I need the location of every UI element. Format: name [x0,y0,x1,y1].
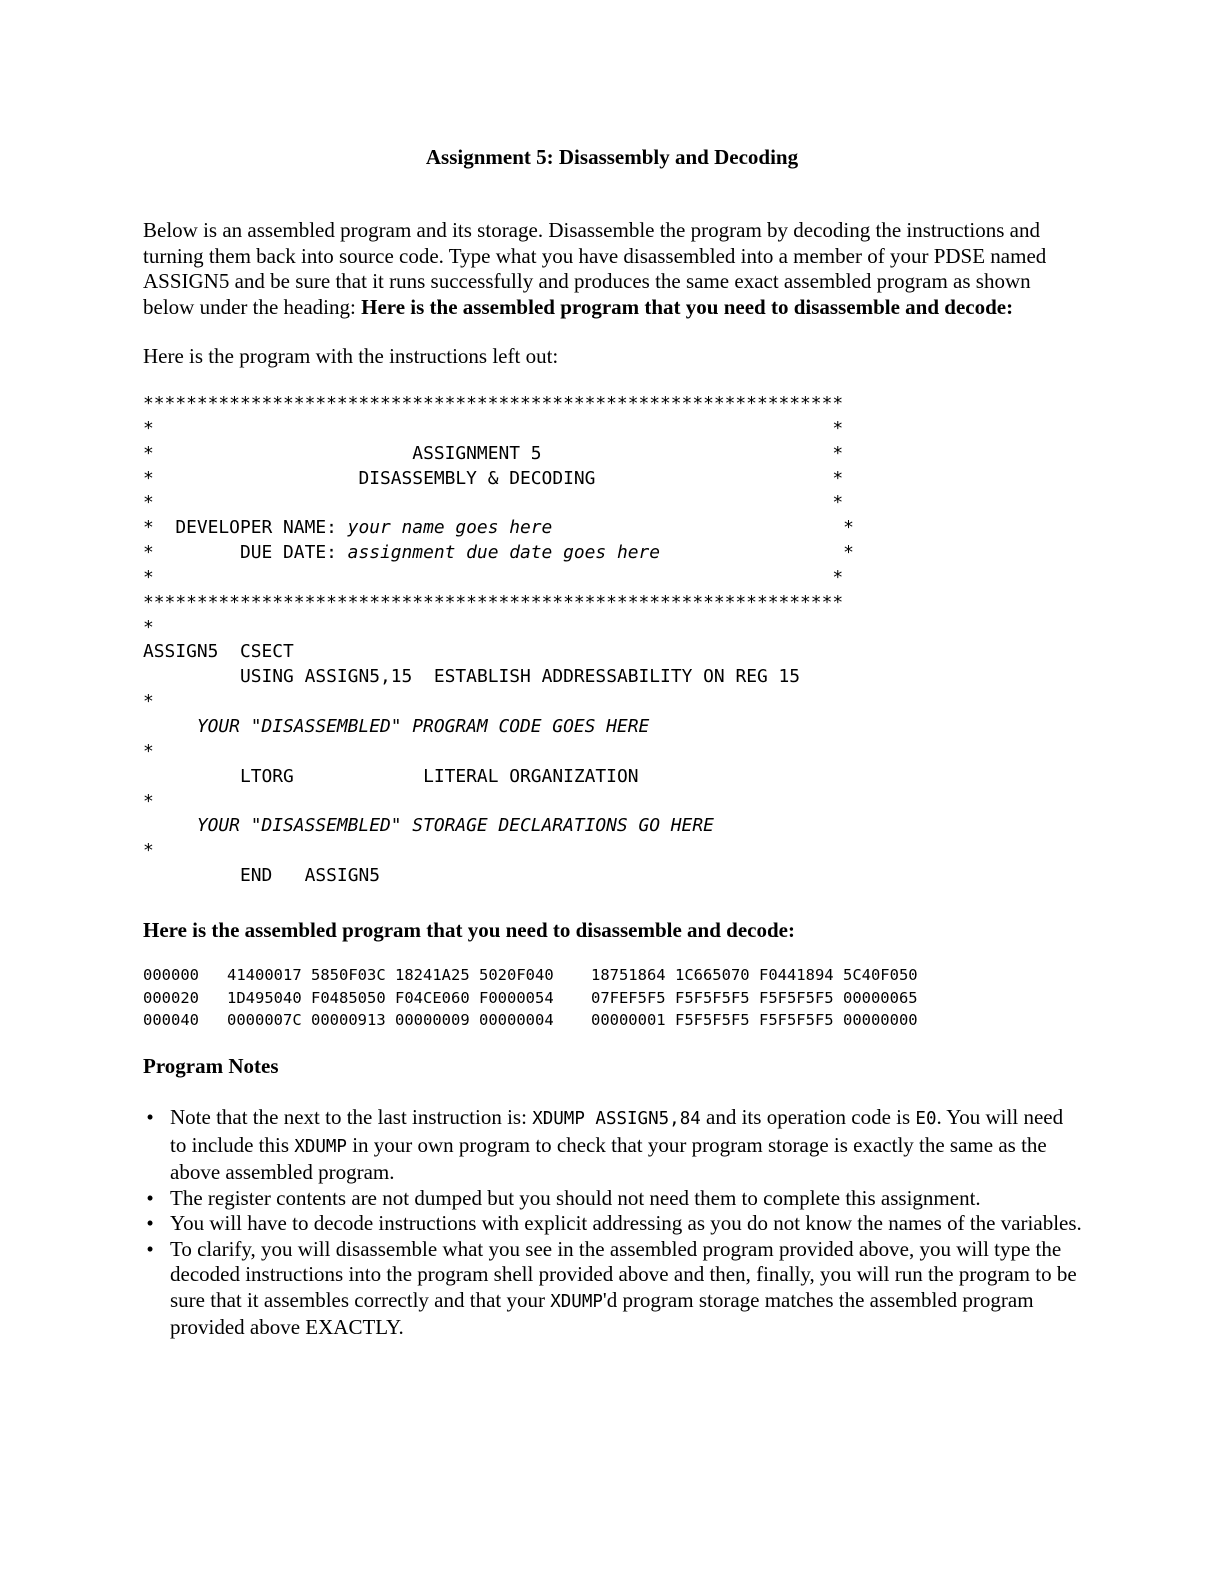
using-operands: ASSIGN5,15 [304,666,413,688]
dump-row: 000040 0000007C 00000913 00000009 00000004 00000001 F5F5F5F5 F5F5F5F5 00000000 [143,1011,918,1029]
program-shell-listing: ***************************************************************** * * * ASSIGNMENT 5 * * DISASSEMBLY & DECODING * * * * DEVELOPER NAME: your name goes here * * DUE DATE: assignment due date goes here * * * ***************************************************************** * ASSIGN5 CSECT USING ASSIGN5,15 ESTABLISH ADDRESSABILITY ON REG 15 * YOUR "DISASSEMBLED" PROGRAM CODE GOES HERE * LTORG LITERAL ORGANIZATION * YOUR "DISASSEMBLED" STORAGE DECLARATIONS GO HERE * END ASSIGN5 [143,393,854,887]
assembled-program-dump [143,964,918,1032]
list-item: • Note that the next to the last instruction is: XDUMP ASSIGN5,84 and its operation code is E0. You will need to include this XDUMP in your own program to check that your program storage is exactly the same as the above assembled program. [143,1105,1083,1186]
storage-placeholder: YOUR "DISASSEMBLED" STORAGE DECLARATIONS GO HERE [196,815,714,837]
code-placeholder: YOUR "DISASSEMBLED" PROGRAM CODE GOES HERE [196,715,650,737]
dump-offset: 000000 [143,966,199,984]
shell-lead-text: Here is the program with the instructions left out: [143,344,559,368]
ltorg-comment: LITERAL ORGANIZATION [423,765,639,787]
inline-code: XDUMP ASSIGN5,84 [532,1109,701,1129]
intro-paragraph [143,218,1083,320]
assembled-program-heading: Here is the assembled program that you need to disassemble and decode: [143,918,795,942]
inline-code: XDUMP [550,1291,603,1312]
developer-name-label: DEVELOPER NAME: [175,517,348,539]
due-date-placeholder: assignment due date goes here [347,542,661,564]
star-blank-line: * * [143,492,844,514]
dump-offset: 000040 [143,1011,199,1029]
dump-row: 000000 41400017 5850F03C 18241A25 5020F040 18751864 1C665070 F0441894 5C40F050 [143,966,918,984]
star-blank-line: * * [143,566,844,588]
intro-bold-reference: Here is the assembled program that you need to disassemble and decode: [361,294,1014,319]
shell-title-line-2: DISASSEMBLY & DECODING [358,467,596,489]
page-title: Assignment 5: Disassembly and Decoding [425,145,799,169]
dump-row: 000020 1D495040 F0485050 F04CE060 F0000054 07FEF5F5 F5F5F5F5 F5F5F5F5 00000065 [143,988,918,1007]
end-op: END [239,865,273,887]
end-operand: ASSIGN5 [304,865,381,887]
bullet-icon: • [146,1236,154,1261]
star-blank-line: * * [143,417,844,439]
shell-title-line-1: ASSIGNMENT 5 [412,442,542,464]
intro-text: Below is an assembled program and its storage. Disassemble the program by decoding the instructions and turning them back into source code. Type what you have disassembled into a member of your PDSE named ASSIGN5 and be sure that it runs successfully and produces the same exact assembled program as shown below under the heading: [143,218,1047,319]
inline-code: XDUMP [294,1136,347,1157]
using-comment: ESTABLISH ADDRESSABILITY ON REG 15 [433,666,801,688]
bullet-icon: • [146,1211,154,1235]
using-op: USING [239,666,294,688]
star-border-top: ***************************************************************** [143,393,844,414]
program-notes-list [143,1105,1083,1341]
list-item: • You will have to decode instructions with explicit addressing as you do not know the names of the variables. [143,1211,1083,1237]
star-border-bottom: ***************************************************************** [143,591,844,613]
csect-label: ASSIGN5 [143,641,219,663]
bullet-icon: • [146,1185,154,1210]
list-item: • To clarify, you will disassemble what you see in the assembled program provided above, you will type the decoded instructions into the program shell provided above and then, finally, you will run the program to be sure that it assembles correctly and that your XDUMP'd program storage matches the assembled program provided above EXACTLY. [143,1237,1083,1341]
developer-name-placeholder: your name goes here [347,517,553,539]
program-notes-heading: Program Notes [143,1054,279,1078]
dump-offset: 000020 [143,988,199,1007]
csect-op: CSECT [239,641,294,663]
due-date-label: DUE DATE: [239,542,348,564]
list-item: • The register contents are not dumped but you should not need them to complete this assignment. [143,1186,1083,1212]
bullet-icon: • [146,1105,154,1129]
ltorg-op: LTORG [239,765,294,787]
inline-code: E0 [915,1109,937,1129]
